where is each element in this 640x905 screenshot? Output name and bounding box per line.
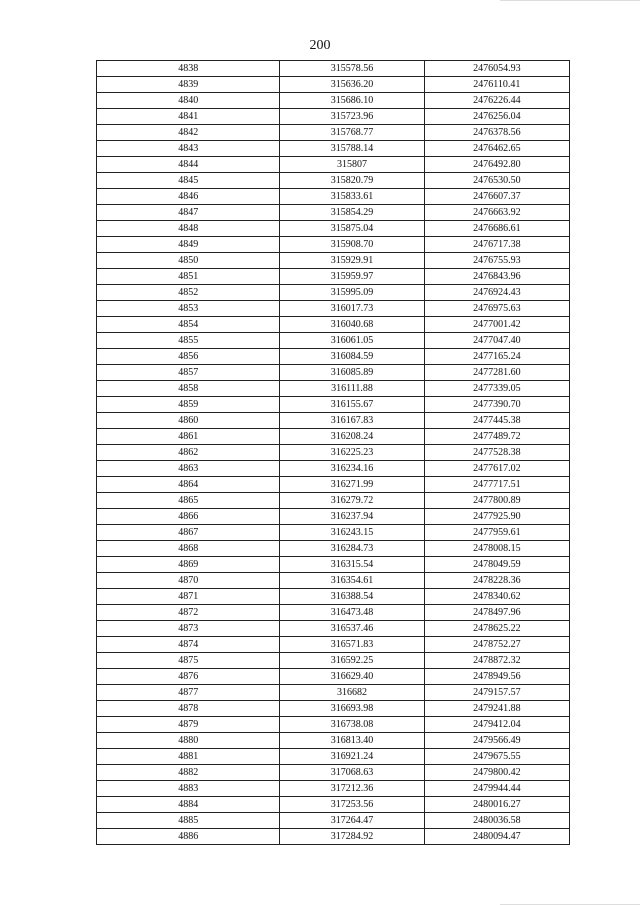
- point-id-cell: 4855: [97, 333, 280, 349]
- x-coordinate-cell: 316537.46: [280, 621, 424, 637]
- coordinate-table: [96, 60, 570, 845]
- x-coordinate-cell: 316473.48: [280, 605, 424, 621]
- table-row: [97, 141, 570, 157]
- table-row: [97, 317, 570, 333]
- y-coordinate-cell: 2476378.56: [424, 125, 569, 141]
- y-coordinate-cell: 2476843.96: [424, 269, 569, 285]
- y-coordinate-cell: 2477489.72: [424, 429, 569, 445]
- x-coordinate-cell: 316279.72: [280, 493, 424, 509]
- point-id-cell: 4886: [97, 829, 280, 845]
- point-id-cell: 4857: [97, 365, 280, 381]
- y-coordinate-cell: 2480094.47: [424, 829, 569, 845]
- table-row: [97, 333, 570, 349]
- table-row: [97, 237, 570, 253]
- y-coordinate-cell: 2477925.90: [424, 509, 569, 525]
- y-coordinate-cell: 2476663.92: [424, 205, 569, 221]
- point-id-cell: 4884: [97, 797, 280, 813]
- y-coordinate-cell: 2477001.42: [424, 317, 569, 333]
- x-coordinate-cell: 316085.89: [280, 365, 424, 381]
- table-row: [97, 189, 570, 205]
- x-coordinate-cell: 315995.09: [280, 285, 424, 301]
- x-coordinate-cell: 317264.47: [280, 813, 424, 829]
- point-id-cell: 4850: [97, 253, 280, 269]
- table-row: [97, 221, 570, 237]
- point-id-cell: 4873: [97, 621, 280, 637]
- y-coordinate-cell: 2476686.61: [424, 221, 569, 237]
- point-id-cell: 4879: [97, 717, 280, 733]
- y-coordinate-cell: 2476256.04: [424, 109, 569, 125]
- table-row: [97, 461, 570, 477]
- x-coordinate-cell: 316234.16: [280, 461, 424, 477]
- x-coordinate-cell: 315833.61: [280, 189, 424, 205]
- point-id-cell: 4853: [97, 301, 280, 317]
- x-coordinate-cell: 316155.67: [280, 397, 424, 413]
- table-row: [97, 701, 570, 717]
- x-coordinate-cell: 315723.96: [280, 109, 424, 125]
- x-coordinate-cell: 315636.20: [280, 77, 424, 93]
- table-row: [97, 365, 570, 381]
- table-row: [97, 109, 570, 125]
- x-coordinate-cell: 315959.97: [280, 269, 424, 285]
- x-coordinate-cell: 315875.04: [280, 221, 424, 237]
- y-coordinate-cell: 2478228.36: [424, 573, 569, 589]
- y-coordinate-cell: 2477339.05: [424, 381, 569, 397]
- point-id-cell: 4860: [97, 413, 280, 429]
- point-id-cell: 4859: [97, 397, 280, 413]
- point-id-cell: 4875: [97, 653, 280, 669]
- coordinate-table-body: [97, 61, 570, 845]
- table-row: [97, 413, 570, 429]
- point-id-cell: 4846: [97, 189, 280, 205]
- point-id-cell: 4877: [97, 685, 280, 701]
- point-id-cell: 4881: [97, 749, 280, 765]
- table-row: [97, 557, 570, 573]
- x-coordinate-cell: 316315.54: [280, 557, 424, 573]
- x-coordinate-cell: 316921.24: [280, 749, 424, 765]
- y-coordinate-cell: 2476607.37: [424, 189, 569, 205]
- table-row: [97, 77, 570, 93]
- point-id-cell: 4847: [97, 205, 280, 221]
- point-id-cell: 4842: [97, 125, 280, 141]
- table-row: [97, 733, 570, 749]
- point-id-cell: 4841: [97, 109, 280, 125]
- x-coordinate-cell: 315788.14: [280, 141, 424, 157]
- y-coordinate-cell: 2477717.51: [424, 477, 569, 493]
- y-coordinate-cell: 2477445.38: [424, 413, 569, 429]
- x-coordinate-cell: 317284.92: [280, 829, 424, 845]
- point-id-cell: 4883: [97, 781, 280, 797]
- table-row: [97, 285, 570, 301]
- table-row: [97, 829, 570, 845]
- table-row: [97, 717, 570, 733]
- table-row: [97, 397, 570, 413]
- point-id-cell: 4844: [97, 157, 280, 173]
- table-row: [97, 493, 570, 509]
- x-coordinate-cell: 315820.79: [280, 173, 424, 189]
- x-coordinate-cell: 316629.40: [280, 669, 424, 685]
- table-row: [97, 125, 570, 141]
- table-row: [97, 653, 570, 669]
- point-id-cell: 4867: [97, 525, 280, 541]
- x-coordinate-cell: 315854.29: [280, 205, 424, 221]
- x-coordinate-cell: 316243.15: [280, 525, 424, 541]
- x-coordinate-cell: 316388.54: [280, 589, 424, 605]
- table-row: [97, 205, 570, 221]
- x-coordinate-cell: 316693.98: [280, 701, 424, 717]
- y-coordinate-cell: 2476492.80: [424, 157, 569, 173]
- y-coordinate-cell: 2478872.32: [424, 653, 569, 669]
- table-row: [97, 445, 570, 461]
- x-coordinate-cell: 316592.25: [280, 653, 424, 669]
- table-row: [97, 61, 570, 77]
- y-coordinate-cell: 2476110.41: [424, 77, 569, 93]
- point-id-cell: 4878: [97, 701, 280, 717]
- x-coordinate-cell: 316354.61: [280, 573, 424, 589]
- y-coordinate-cell: 2477390.70: [424, 397, 569, 413]
- x-coordinate-cell: 315768.77: [280, 125, 424, 141]
- x-coordinate-cell: 316225.23: [280, 445, 424, 461]
- y-coordinate-cell: 2479566.49: [424, 733, 569, 749]
- table-row: [97, 749, 570, 765]
- x-coordinate-cell: 316682: [280, 685, 424, 701]
- table-row: [97, 525, 570, 541]
- table-row: [97, 349, 570, 365]
- point-id-cell: 4856: [97, 349, 280, 365]
- point-id-cell: 4866: [97, 509, 280, 525]
- table-row: [97, 685, 570, 701]
- point-id-cell: 4870: [97, 573, 280, 589]
- y-coordinate-cell: 2478340.62: [424, 589, 569, 605]
- y-coordinate-cell: 2478497.96: [424, 605, 569, 621]
- page-number: 200: [309, 38, 331, 53]
- y-coordinate-cell: 2477281.60: [424, 365, 569, 381]
- point-id-cell: 4872: [97, 605, 280, 621]
- table-row: [97, 269, 570, 285]
- point-id-cell: 4863: [97, 461, 280, 477]
- table-row: [97, 621, 570, 637]
- point-id-cell: 4862: [97, 445, 280, 461]
- y-coordinate-cell: 2479157.57: [424, 685, 569, 701]
- table-row: [97, 589, 570, 605]
- y-coordinate-cell: 2480036.58: [424, 813, 569, 829]
- table-row: [97, 157, 570, 173]
- point-id-cell: 4854: [97, 317, 280, 333]
- table-row: [97, 253, 570, 269]
- y-coordinate-cell: 2476924.43: [424, 285, 569, 301]
- y-coordinate-cell: 2479412.04: [424, 717, 569, 733]
- x-coordinate-cell: 316284.73: [280, 541, 424, 557]
- y-coordinate-cell: 2477047.40: [424, 333, 569, 349]
- table-row: [97, 813, 570, 829]
- y-coordinate-cell: 2479241.88: [424, 701, 569, 717]
- point-id-cell: 4869: [97, 557, 280, 573]
- table-row: [97, 509, 570, 525]
- y-coordinate-cell: 2478752.27: [424, 637, 569, 653]
- table-row: [97, 173, 570, 189]
- point-id-cell: 4864: [97, 477, 280, 493]
- x-coordinate-cell: 315908.70: [280, 237, 424, 253]
- x-coordinate-cell: 316061.05: [280, 333, 424, 349]
- x-coordinate-cell: 316017.73: [280, 301, 424, 317]
- y-coordinate-cell: 2479675.55: [424, 749, 569, 765]
- x-coordinate-cell: 316208.24: [280, 429, 424, 445]
- x-coordinate-cell: 317253.56: [280, 797, 424, 813]
- x-coordinate-cell: 316237.94: [280, 509, 424, 525]
- y-coordinate-cell: 2476462.65: [424, 141, 569, 157]
- x-coordinate-cell: 316111.88: [280, 381, 424, 397]
- x-coordinate-cell: 315929.91: [280, 253, 424, 269]
- table-row: [97, 637, 570, 653]
- table-row: [97, 781, 570, 797]
- table-row: [97, 541, 570, 557]
- point-id-cell: 4876: [97, 669, 280, 685]
- x-coordinate-cell: 315578.56: [280, 61, 424, 77]
- y-coordinate-cell: 2476755.93: [424, 253, 569, 269]
- point-id-cell: 4874: [97, 637, 280, 653]
- point-id-cell: 4843: [97, 141, 280, 157]
- point-id-cell: 4858: [97, 381, 280, 397]
- table-row: [97, 301, 570, 317]
- scan-edge-top: [500, 0, 640, 1]
- y-coordinate-cell: 2477800.89: [424, 493, 569, 509]
- y-coordinate-cell: 2476530.50: [424, 173, 569, 189]
- point-id-cell: 4885: [97, 813, 280, 829]
- x-coordinate-cell: 316040.68: [280, 317, 424, 333]
- point-id-cell: 4882: [97, 765, 280, 781]
- y-coordinate-cell: 2479800.42: [424, 765, 569, 781]
- x-coordinate-cell: 315686.10: [280, 93, 424, 109]
- y-coordinate-cell: 2476054.93: [424, 61, 569, 77]
- point-id-cell: 4851: [97, 269, 280, 285]
- point-id-cell: 4848: [97, 221, 280, 237]
- y-coordinate-cell: 2477165.24: [424, 349, 569, 365]
- y-coordinate-cell: 2477959.61: [424, 525, 569, 541]
- x-coordinate-cell: 316084.59: [280, 349, 424, 365]
- point-id-cell: 4839: [97, 77, 280, 93]
- point-id-cell: 4845: [97, 173, 280, 189]
- table-row: [97, 765, 570, 781]
- y-coordinate-cell: 2480016.27: [424, 797, 569, 813]
- x-coordinate-cell: 316738.08: [280, 717, 424, 733]
- x-coordinate-cell: 316271.99: [280, 477, 424, 493]
- point-id-cell: 4871: [97, 589, 280, 605]
- point-id-cell: 4865: [97, 493, 280, 509]
- point-id-cell: 4852: [97, 285, 280, 301]
- point-id-cell: 4868: [97, 541, 280, 557]
- y-coordinate-cell: 2476717.38: [424, 237, 569, 253]
- point-id-cell: 4838: [97, 61, 280, 77]
- y-coordinate-cell: 2478049.59: [424, 557, 569, 573]
- y-coordinate-cell: 2478008.15: [424, 541, 569, 557]
- y-coordinate-cell: 2478949.56: [424, 669, 569, 685]
- y-coordinate-cell: 2477617.02: [424, 461, 569, 477]
- point-id-cell: 4849: [97, 237, 280, 253]
- x-coordinate-cell: 315807: [280, 157, 424, 173]
- table-row: [97, 381, 570, 397]
- table-row: [97, 669, 570, 685]
- y-coordinate-cell: 2477528.38: [424, 445, 569, 461]
- point-id-cell: 4840: [97, 93, 280, 109]
- x-coordinate-cell: 316167.83: [280, 413, 424, 429]
- table-row: [97, 93, 570, 109]
- y-coordinate-cell: 2478625.22: [424, 621, 569, 637]
- table-row: [97, 429, 570, 445]
- table-row: [97, 605, 570, 621]
- point-id-cell: 4880: [97, 733, 280, 749]
- table-row: [97, 477, 570, 493]
- y-coordinate-cell: 2476226.44: [424, 93, 569, 109]
- x-coordinate-cell: 316813.40: [280, 733, 424, 749]
- point-id-cell: 4861: [97, 429, 280, 445]
- table-row: [97, 573, 570, 589]
- x-coordinate-cell: 317068.63: [280, 765, 424, 781]
- x-coordinate-cell: 317212.36: [280, 781, 424, 797]
- y-coordinate-cell: 2476975.63: [424, 301, 569, 317]
- y-coordinate-cell: 2479944.44: [424, 781, 569, 797]
- table-row: [97, 797, 570, 813]
- x-coordinate-cell: 316571.83: [280, 637, 424, 653]
